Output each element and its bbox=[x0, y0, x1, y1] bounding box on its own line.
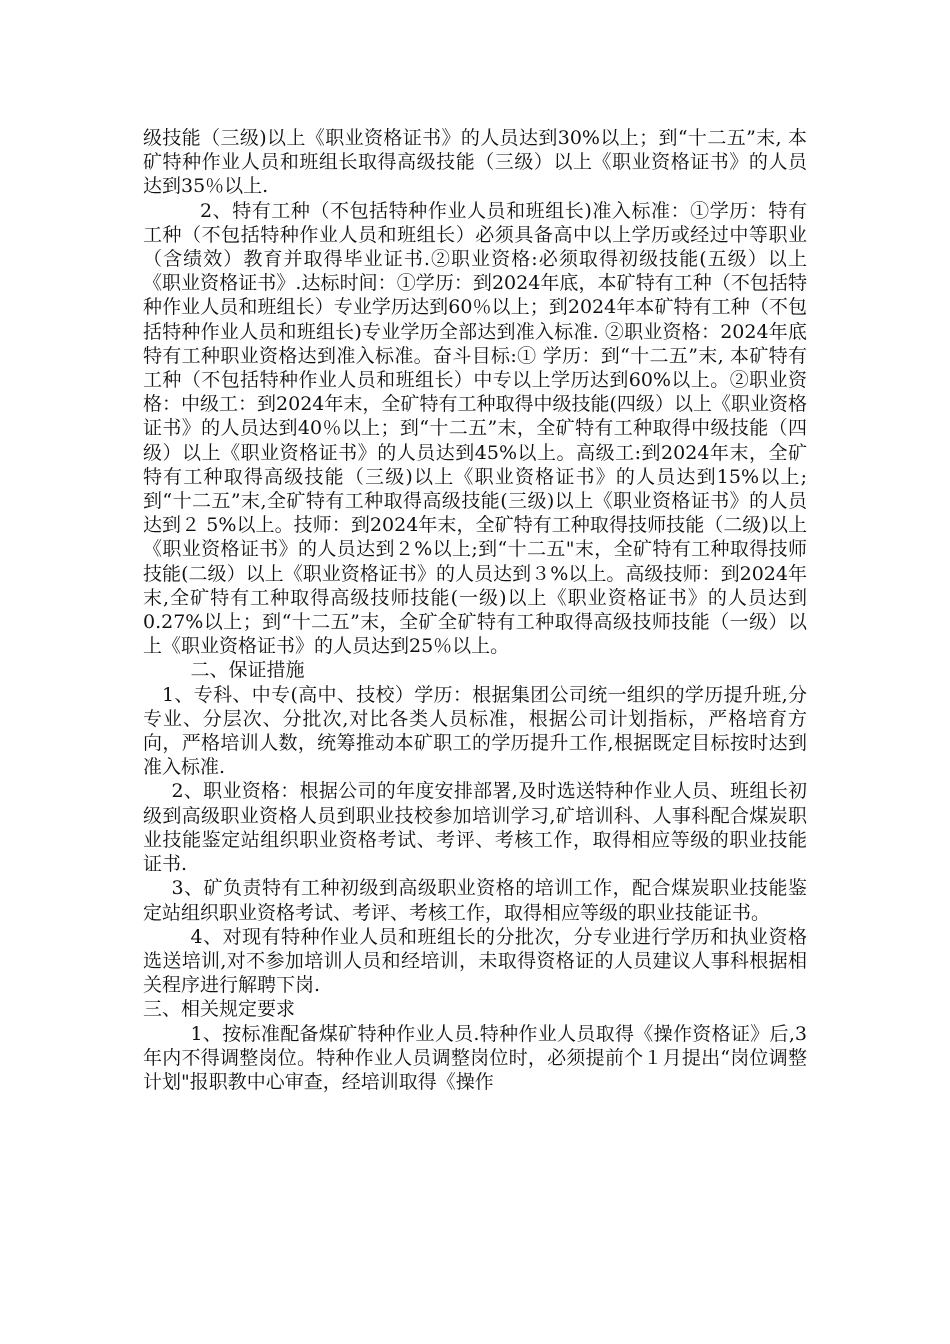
paragraph-requirement-1: 1、按标准配备煤矿特种作业人员.特种作业人员取得《操作资格证》后,3年内不得调整岗位。特种作业人员调整岗位时，必须提前个１月提出“岗位调整计划"报职教中心审查，经培训取得《操作 bbox=[143, 1022, 807, 1093]
paragraph-measure-1: 1、专科、中专(高中、技校）学历：根据集团公司统一组织的学历提升班,分专业、分层次、分批次,对比各类人员标准，根据公司计划指标，严格培育方向，严格培训人数，统筹推动本矿职工的学历提升工作,根据既定目标按时达到准入标准. bbox=[143, 683, 807, 779]
section-heading-guarantee-measures: 二、保证措施 bbox=[190, 659, 305, 682]
paragraph-measure-2: 2、职业资格：根据公司的年度安排部署,及时选送特种作业人员、班组长初级到高级职业资格人员到职业技校参加培训学习,矿培训科、人事科配合煤炭职业技能鉴定站组织职业资格考试、考评、考核工作，取得相应等级的职业技能证书. bbox=[143, 780, 807, 876]
document-body bbox=[143, 126, 807, 1094]
paragraph-measure-4: 4、对现有特种作业人员和班组长的分批次，分专业进行学历和执业资格选送培训,对不参加培训人员和经培训，未取得资格证的人员建议人事科根据相关程序进行解聘下岗. bbox=[143, 925, 807, 997]
paragraph-continuation: 级技能（三级)以上《职业资格证书》的人员达到30%以上；到“十二五”末, 本矿特种作业人员和班组长取得高级技能（三级）以上《职业资格证书》的人员达到35％以上. bbox=[143, 127, 807, 198]
paragraph-measure-3: 3、矿负责特有工种初级到高级职业资格的培训工作，配合煤炭职业技能鉴定站组织职业资格考试、考评、考核工作，取得相应等级的职业技能证书。 bbox=[143, 877, 807, 924]
paragraph-special-trades-standard: 2、特有工种（不包括特种作业人员和班组长)准入标准：①学历：特有工种（不包括特种作业人员和班组长）必须具备高中以上学历或经过中等职业（含绩效）教育并取得毕业证书.②职业资格:必须取得初级技能(五级）以上《职业资格证书》.达标时间：①学历：到2024年底，本矿特有工种（不包括特种作业人员和班组长）专业学历达到60％以上；到2024年本矿特有工种（不包括特种作业人员和班组长)专业学历全部达到准入标准. ②职业资格：2024年底特有工种职业资格达到准入标准。奋斗目标:① 学历：到“十二五”末, 本矿特有工种（不包括特种作业人员和班组长）中专以上学历达到60%以上。②职业资格：中级工：到2024年末，全矿特有工种取得中级技能(四级）以上《职业资格证书》的人员达到40％以上；到“十二五”末，全矿特有工种取得中级技能（四级）以上《职业资格证书》的人员达到45%以上。高级工:到2024年末，全矿特有工种取得高级技能（三级)以上《职业资格证书》的人员达到15%以上;到“十二五”末,全矿特有工种取得高级技能(三级)以上《职业资格证书》的人员达到２ 5%以上。技师：到2024年末，全矿特有工种取得技师技能（二级)以上《职业资格证书》的人员达到２%以上;到“十二五"末，全矿特有工种取得技师技能(二级）以上《职业资格证书》的人员达到３%以上。高级技师：到2024年末,全矿特有工种取得高级技师技能(一级)以上《职业资格证书》的人员达到0.27%以上；到“十二五”末，全矿全矿特有工种取得高级技师技能（一级）以上《职业资格证书》的人员达到25％以上。 bbox=[143, 199, 807, 658]
section-heading-requirements: 三、相关规定要求 bbox=[143, 998, 296, 1021]
